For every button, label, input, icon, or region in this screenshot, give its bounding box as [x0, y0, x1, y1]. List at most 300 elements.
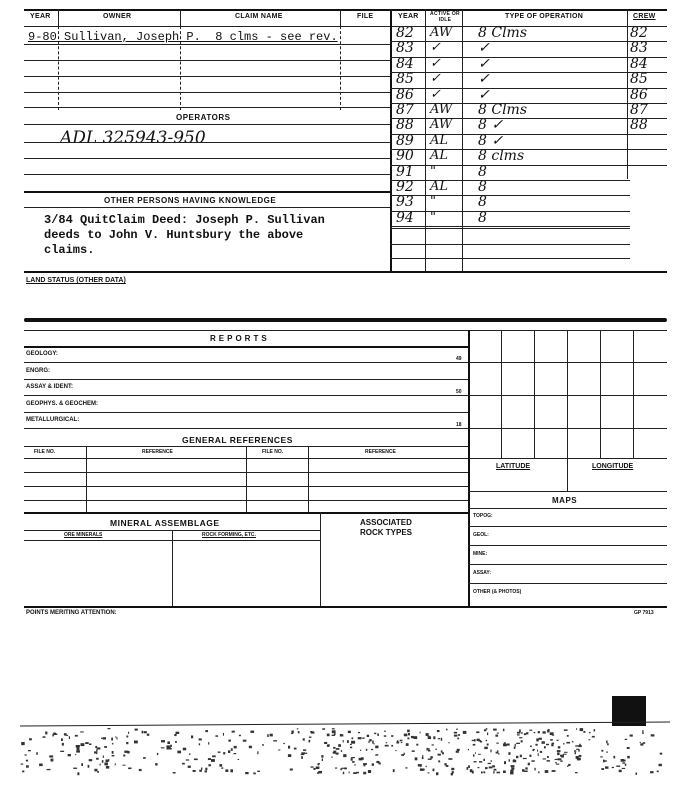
scan-noise-speck — [167, 741, 170, 744]
scan-noise-speck — [186, 759, 189, 760]
maps-title-line — [468, 508, 667, 509]
genref-bottom — [24, 512, 468, 514]
points-meriting-label: POINTS MERITING ATTENTION: — [26, 610, 117, 616]
col-header-year: YEAR — [30, 13, 51, 20]
scan-noise-speck — [444, 763, 446, 765]
scan-noise-speck — [43, 736, 46, 738]
scan-noise-speck — [364, 764, 366, 766]
scan-noise-speck — [438, 760, 440, 762]
scan-noise-speck — [161, 747, 165, 748]
scan-noise-speck — [411, 736, 414, 738]
scan-noise-speck — [22, 742, 25, 744]
rock-types-label: ROCK TYPES — [360, 528, 413, 537]
scan-noise-speck — [478, 767, 480, 768]
scan-noise-strip — [20, 718, 670, 788]
map-row-line — [468, 583, 667, 584]
scan-noise-speck — [333, 752, 336, 754]
scan-noise-speck — [335, 768, 337, 769]
genref-reference-2: REFERENCE — [365, 449, 396, 455]
scan-noise-speck — [621, 759, 624, 762]
scan-noise-speck — [520, 755, 522, 758]
operators-entry: ADL 325943-950 — [60, 128, 206, 148]
scan-noise-speck — [579, 755, 582, 757]
scan-noise-speck — [60, 751, 64, 752]
scan-noise-speck — [420, 768, 424, 771]
scan-noise-speck — [96, 751, 97, 754]
scan-noise-speck — [262, 744, 264, 746]
scan-noise-speck — [350, 747, 352, 749]
scan-noise-speck — [474, 761, 477, 762]
scan-noise-speck — [218, 752, 221, 753]
scan-noise-speck — [622, 768, 625, 769]
scan-noise-speck — [529, 730, 532, 731]
scan-noise-speck — [528, 763, 530, 766]
scan-noise-speck — [481, 771, 483, 773]
scan-noise-speck — [557, 740, 559, 741]
scan-noise-speck — [508, 752, 510, 755]
scan-noise-speck — [517, 732, 519, 733]
log-year: 84 — [396, 56, 414, 72]
scan-noise-speck — [123, 765, 126, 766]
scan-noise-speck — [201, 768, 202, 770]
associated-label: ASSOCIATED — [360, 518, 412, 527]
scan-noise-speck — [575, 752, 576, 755]
top-border — [24, 9, 667, 11]
scan-noise-speck — [451, 768, 454, 770]
scan-noise-speck — [556, 764, 559, 765]
scan-noise-speck — [542, 741, 545, 744]
scan-noise-speck — [472, 771, 474, 774]
scan-noise-speck — [538, 731, 540, 733]
scan-noise-speck — [318, 771, 322, 774]
scan-noise-speck — [524, 733, 526, 735]
scan-noise-speck — [514, 747, 516, 749]
other-persons-line-3: claims. — [44, 243, 95, 257]
scan-noise-speck — [412, 750, 415, 752]
scan-noise-speck — [420, 732, 421, 734]
scan-noise-speck — [288, 754, 291, 757]
genref-col — [308, 446, 309, 512]
genref-col — [246, 446, 247, 512]
scan-noise-speck — [85, 742, 89, 744]
scan-noise-speck — [401, 754, 404, 756]
scan-noise-speck — [416, 744, 418, 746]
scan-noise-speck — [487, 744, 489, 746]
scan-noise-speck — [111, 738, 113, 741]
scan-noise-speck — [583, 731, 584, 733]
scan-noise-speck — [89, 744, 92, 746]
scan-noise-speck — [232, 731, 235, 733]
scan-noise-speck — [483, 759, 485, 761]
scan-noise-speck — [39, 764, 43, 767]
scan-noise-speck — [376, 761, 379, 763]
scan-noise-speck — [576, 756, 579, 759]
scan-noise-speck — [69, 736, 70, 739]
scan-noise-speck — [564, 729, 568, 731]
scan-noise-speck — [497, 750, 498, 751]
scan-noise-speck — [353, 772, 357, 774]
scan-noise-speck — [182, 763, 185, 765]
log-crew: 82 — [630, 25, 648, 41]
scan-noise-speck — [363, 772, 366, 775]
coord-sep — [567, 458, 568, 491]
scan-noise-speck — [79, 745, 80, 747]
header-sep-2 — [180, 9, 181, 26]
log-operation: ✓ — [478, 71, 490, 87]
scan-noise-speck — [341, 734, 343, 736]
scan-noise-speck — [191, 736, 193, 739]
report-row-line — [24, 412, 468, 413]
scan-noise-speck — [538, 771, 539, 773]
log-row-line — [390, 211, 630, 212]
scan-noise-speck — [208, 758, 211, 760]
scan-noise-speck — [103, 756, 104, 758]
scan-noise-speck — [408, 733, 410, 735]
scan-noise-speck — [650, 771, 653, 773]
general-references-title: GENERAL REFERENCES — [182, 435, 293, 445]
scan-noise-speck — [490, 750, 491, 753]
scan-noise-speck — [496, 752, 499, 754]
scan-noise-speck — [523, 758, 527, 759]
scan-noise-speck — [170, 745, 172, 747]
scan-noise-speck — [311, 766, 314, 767]
scan-noise-speck — [327, 745, 329, 747]
scan-noise-speck — [336, 753, 339, 755]
scan-noise-speck — [536, 738, 539, 741]
scan-noise-speck — [336, 748, 340, 750]
scan-noise-speck — [175, 741, 177, 743]
scan-noise-speck — [215, 735, 218, 737]
scan-noise-speck — [89, 759, 93, 761]
report-row-number: 18 — [456, 422, 462, 428]
scan-noise-speck — [189, 753, 191, 754]
log-operation: 8 — [478, 179, 487, 195]
scan-noise-speck — [592, 736, 595, 738]
mineral-col-sep — [172, 530, 173, 606]
scan-noise-speck — [476, 731, 479, 733]
scan-noise-speck — [174, 734, 176, 736]
scan-noise-speck — [606, 741, 608, 744]
scan-noise-speck — [438, 738, 440, 739]
scan-noise-speck — [493, 771, 494, 774]
scan-noise-speck — [176, 732, 180, 734]
scan-noise-speck — [351, 741, 355, 744]
scan-noise-speck — [173, 772, 176, 774]
log-year: 86 — [396, 87, 414, 103]
report-row-label: METALLURGICAL: — [26, 417, 80, 423]
scan-noise-speck — [343, 740, 344, 743]
genref-file-no-2: FILE NO. — [262, 449, 284, 455]
scan-noise-speck — [356, 772, 359, 774]
scan-noise-speck — [354, 764, 355, 765]
report-row-label: ENGRG: — [26, 368, 50, 374]
scan-noise-speck — [498, 753, 499, 755]
scan-noise-speck — [298, 731, 300, 733]
log-status: " — [430, 164, 436, 179]
scan-noise-speck — [517, 734, 520, 735]
operators-label: OPERATORS — [176, 113, 231, 122]
scan-noise-speck — [288, 746, 290, 749]
scan-noise-speck — [350, 744, 352, 745]
scan-noise-speck — [515, 744, 516, 747]
scan-noise-speck — [80, 731, 84, 732]
scan-noise-speck — [384, 731, 386, 732]
scan-noise-speck — [139, 769, 142, 771]
scan-noise-speck — [77, 748, 80, 751]
log-year: 91 — [396, 164, 414, 180]
scan-noise-speck — [278, 750, 280, 751]
scan-noise-speck — [352, 737, 354, 739]
scan-noise-speck — [36, 752, 37, 755]
operators-top-line — [24, 124, 390, 125]
log-year: 92 — [396, 179, 414, 195]
scan-noise-speck — [239, 735, 241, 737]
log-left-border — [390, 9, 392, 271]
scan-noise-speck — [487, 733, 488, 736]
scan-noise-speck — [338, 744, 341, 747]
scan-noise-speck — [332, 735, 335, 736]
operators-bottom-line — [24, 191, 390, 193]
scan-noise-speck — [61, 738, 63, 741]
other-persons-line-2: deeds to John V. Huntsbury the above — [44, 228, 304, 242]
map-row-line — [468, 545, 667, 546]
scan-noise-speck — [503, 771, 506, 774]
scan-noise-speck — [507, 744, 510, 746]
scan-noise-speck — [473, 754, 474, 756]
reports-title: REPORTS — [210, 334, 270, 343]
scan-noise-speck — [106, 760, 109, 763]
form-number: GP 7913 — [634, 610, 654, 616]
log-status: " — [430, 194, 436, 209]
scan-noise-speck — [404, 734, 408, 737]
col-header-claim-name: CLAIM NAME — [235, 13, 283, 20]
map-row-label: MINE: — [473, 551, 488, 557]
scan-noise-speck — [104, 763, 108, 766]
scan-noise-speck — [486, 740, 488, 741]
scan-noise-speck — [199, 738, 202, 740]
scan-noise-speck — [393, 769, 395, 772]
log-operation: 8 ✓ — [478, 133, 504, 149]
scan-noise-speck — [62, 743, 64, 746]
scan-noise-speck — [352, 761, 355, 763]
scan-noise-speck — [457, 749, 460, 751]
scan-noise-speck — [543, 758, 546, 759]
scan-noise-speck — [375, 746, 378, 749]
scan-noise-speck — [283, 743, 285, 744]
scan-noise-speck — [374, 733, 376, 734]
scan-noise-speck — [428, 750, 430, 752]
scan-noise-speck — [435, 749, 437, 750]
scan-noise-speck — [606, 752, 608, 753]
log-operation: ✓ — [478, 87, 490, 103]
scan-noise-speck — [516, 756, 518, 758]
log-status: AL — [430, 133, 449, 148]
log-year: 88 — [396, 117, 414, 133]
scan-noise-speck — [519, 737, 522, 738]
scan-noise-speck — [574, 750, 576, 751]
scan-noise-speck — [493, 729, 497, 731]
scan-noise-speck — [576, 728, 577, 729]
scan-noise-speck — [607, 743, 609, 745]
grid-col — [600, 330, 601, 458]
scan-noise-speck — [386, 742, 387, 743]
grid-row — [468, 362, 667, 363]
log-crew: 83 — [630, 40, 648, 56]
scan-noise-speck — [532, 760, 535, 762]
scan-noise-speck — [438, 754, 441, 756]
log-row-line — [390, 195, 630, 196]
scan-noise-speck — [561, 755, 564, 757]
scan-noise-speck — [543, 731, 546, 733]
log-operation: 8 Clms — [478, 25, 528, 41]
scan-noise-speck — [485, 767, 488, 769]
scan-noise-speck — [347, 740, 349, 743]
scan-noise-speck — [603, 760, 605, 763]
scan-noise-speck — [405, 767, 407, 768]
scan-noise-speck — [432, 744, 434, 745]
scan-noise-speck — [332, 728, 335, 729]
scan-noise-speck — [322, 728, 325, 730]
grid-col — [567, 330, 568, 458]
scan-noise-speck — [331, 757, 332, 758]
header-sep-1 — [58, 9, 59, 26]
scan-noise-speck — [550, 732, 554, 735]
grid-row — [468, 428, 667, 429]
scan-noise-speck — [589, 732, 591, 733]
scan-noise-speck — [426, 733, 429, 736]
scan-noise-speck — [66, 735, 69, 736]
scan-noise-speck — [238, 759, 240, 760]
scan-noise-speck — [73, 768, 77, 769]
scan-noise-speck — [568, 764, 570, 766]
scan-noise-speck — [183, 748, 186, 751]
scan-noise-speck — [81, 763, 83, 766]
scan-noise-speck — [538, 753, 539, 756]
scan-noise-speck — [530, 746, 532, 748]
scan-noise-speck — [567, 766, 569, 767]
scan-noise-speck — [231, 748, 233, 751]
scan-noise-speck — [52, 734, 54, 737]
other-persons-label: OTHER PERSONS HAVING KNOWLEDGE — [104, 196, 277, 205]
scan-noise-speck — [534, 768, 535, 771]
scan-noise-speck — [613, 756, 615, 759]
scan-noise-speck — [108, 759, 109, 762]
scan-noise-speck — [563, 743, 564, 744]
scan-noise-speck — [529, 755, 531, 757]
scan-noise-speck — [497, 733, 499, 734]
scan-noise-speck — [234, 746, 237, 749]
scan-noise-speck — [657, 771, 659, 773]
grid-row — [468, 395, 667, 396]
scan-noise-speck — [509, 759, 510, 762]
scan-noise-speck — [511, 768, 514, 770]
log-row-line — [390, 226, 630, 227]
scan-noise-speck — [503, 744, 507, 747]
scan-noise-speck — [223, 733, 224, 736]
scan-noise-speck — [622, 762, 625, 763]
log-year: 93 — [396, 194, 414, 210]
scan-noise-speck — [442, 752, 444, 754]
log-operation: 8 ✓ — [478, 117, 504, 133]
scan-noise-speck — [104, 746, 107, 748]
scan-noise-speck — [340, 768, 342, 770]
map-row-label: TOPOG: — [473, 513, 493, 519]
scan-noise-speck — [547, 760, 550, 762]
report-row-line — [24, 379, 468, 380]
scan-noise-speck — [448, 758, 452, 760]
scan-noise-speck — [578, 745, 581, 747]
mineral-col-sep — [320, 512, 321, 606]
scan-noise-speck — [135, 729, 138, 731]
rock-forming-label: ROCK FORMING, ETC. — [202, 532, 256, 538]
scan-noise-speck — [250, 731, 254, 733]
scan-noise-speck — [616, 766, 620, 767]
scan-noise-speck — [548, 729, 550, 732]
scan-noise-speck — [94, 751, 96, 753]
report-row-label: GEOPHYS. & GEOCHEM: — [26, 401, 99, 407]
log-year: 87 — [396, 102, 414, 118]
log-status: ✓ — [430, 40, 441, 55]
scan-noise-speck — [475, 752, 476, 753]
scan-noise-speck — [51, 759, 54, 762]
scan-noise-speck — [496, 743, 499, 744]
scan-noise-speck — [177, 751, 181, 754]
report-row-line — [24, 362, 468, 363]
scan-noise-speck — [642, 730, 643, 733]
scan-noise-speck — [474, 739, 476, 741]
scan-noise-speck — [612, 767, 614, 768]
scan-noise-speck — [167, 748, 169, 750]
scan-noise-speck — [463, 731, 467, 734]
grid-col — [633, 330, 634, 458]
scan-noise-speck — [396, 742, 399, 744]
genref-reference: REFERENCE — [142, 449, 173, 455]
scan-noise-speck — [385, 745, 389, 747]
scan-noise-speck — [552, 770, 556, 772]
scan-noise-speck — [147, 734, 150, 736]
scan-noise-speck — [305, 753, 307, 754]
scan-noise-speck — [228, 740, 231, 742]
scan-noise-speck — [422, 757, 424, 759]
log-row-line — [390, 180, 630, 181]
scan-noise-speck — [659, 764, 662, 766]
scan-noise-speck — [297, 728, 299, 729]
scan-noise-speck — [106, 766, 109, 769]
scan-noise-speck — [26, 765, 29, 767]
scan-noise-speck — [660, 753, 663, 755]
scan-noise-speck — [358, 737, 362, 739]
scan-noise-speck — [309, 740, 311, 743]
log-status: AL — [430, 148, 449, 163]
scan-noise-speck — [557, 758, 561, 760]
scan-noise-speck — [245, 772, 248, 774]
scan-noise-speck — [489, 767, 493, 769]
scan-noise-speck — [128, 732, 129, 734]
scan-noise-speck — [108, 728, 111, 729]
scan-noise-speck — [473, 744, 476, 746]
report-row-label: ASSAY & IDENT: — [26, 384, 74, 390]
log-year: 89 — [396, 133, 414, 149]
col-header-year2: YEAR — [398, 13, 419, 20]
col-header-type-of-operation: TYPE OF OPERATION — [505, 13, 584, 20]
scan-noise-speck — [594, 729, 596, 731]
scan-noise-speck — [391, 745, 393, 747]
other-persons-line-1: 3/84 QuitClaim Deed: Joseph P. Sullivan — [44, 213, 325, 227]
owner-entry: 9-80 Sullivan, Joseph P. 8 clms - see rev. — [28, 30, 338, 44]
map-row-line — [468, 564, 667, 565]
report-row-number: 49 — [456, 356, 462, 362]
log-year: 90 — [396, 148, 414, 164]
